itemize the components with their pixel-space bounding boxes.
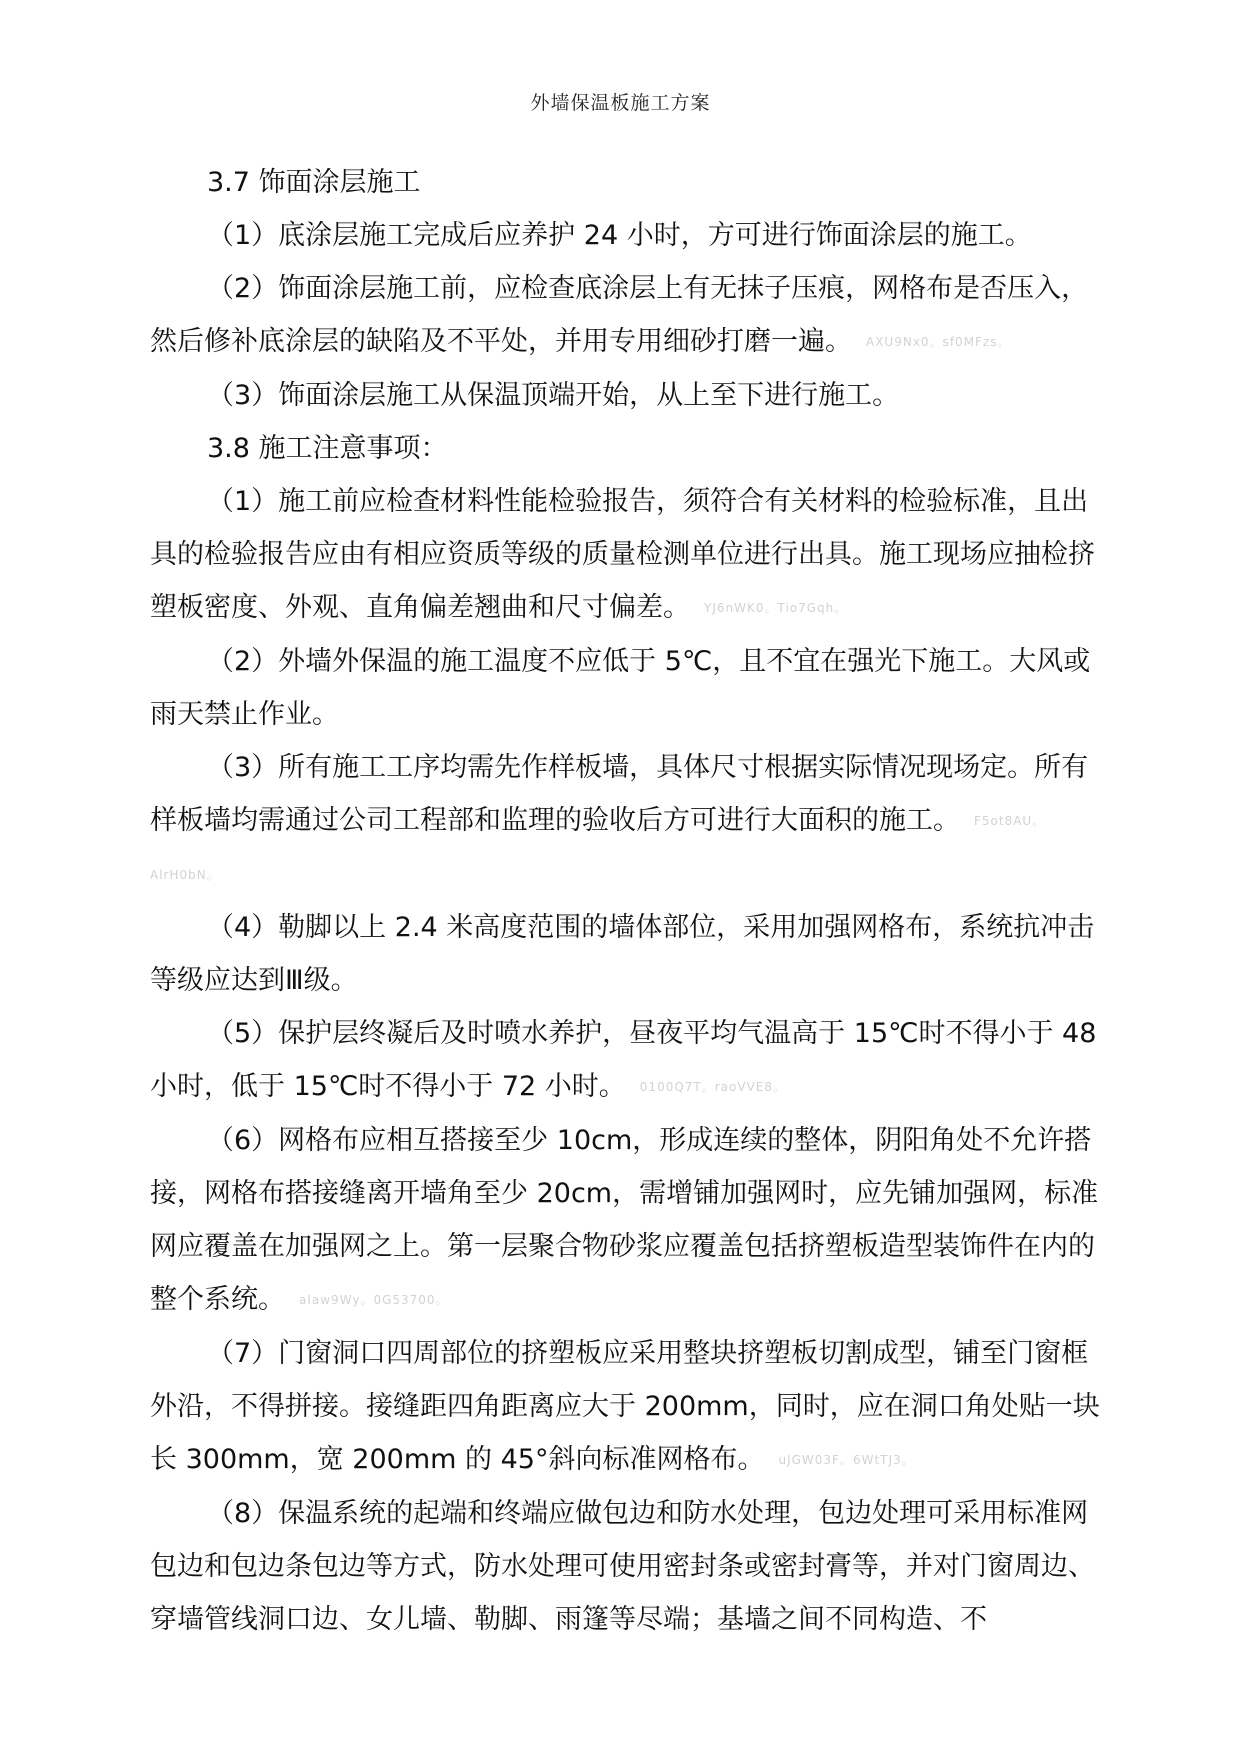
paragraph bbox=[150, 1007, 1108, 1114]
watermark-code: YJ6nWK0。Tio7Gqh。 bbox=[704, 601, 848, 615]
watermark-code: AXU9Nx0。sf0MFzs。 bbox=[866, 335, 1011, 349]
paragraph-text: （8）保温系统的起端和终端应做包边和防水处理，包边处理可采用标准网包边和包边条包边等方式，防水处理可使用密封条或密封膏等，并对门窗周边、穿墙管线洞口边、女儿墙、勒脚、雨篷等尽端；基墙之间不同构造、不 bbox=[150, 1498, 1095, 1635]
paragraph bbox=[150, 209, 1108, 262]
watermark-code: uJGW03F。6WtTJ3。 bbox=[778, 1453, 915, 1467]
document-body bbox=[150, 156, 1108, 1646]
watermark-code: aIaw9Wy。0G53700。 bbox=[299, 1293, 449, 1307]
paragraph bbox=[150, 475, 1108, 635]
paragraph-text: （2）外墙外保温的施工温度不应低于 5℃，且不宜在强光下施工。大风或雨天禁止作业。 bbox=[150, 646, 1091, 730]
paragraph bbox=[150, 1487, 1108, 1646]
watermark-code: 0100Q7T。raoVVE8。 bbox=[639, 1080, 787, 1094]
paragraph bbox=[150, 741, 1108, 848]
paragraph bbox=[150, 1114, 1108, 1327]
paragraph bbox=[150, 635, 1108, 741]
paragraph-text: （1）底涂层施工完成后应养护 24 小时，方可进行饰面涂层的施工。 bbox=[207, 220, 1032, 251]
paragraph-text: （3）所有施工工序均需先作样板墙，具体尺寸根据实际情况现场定。所有样板墙均需通过公司工程部和监理的验收后方可进行大面积的施工。 bbox=[150, 752, 1089, 836]
paragraph-text: （3）饰面涂层施工从保温顶端开始，从上至下进行施工。 bbox=[207, 380, 900, 411]
paragraph-text: （1）施工前应检查材料性能检验报告，须符合有关材料的检验标准，且出具的检验报告应由有相应资质等级的质量检测单位进行出具。施工现场应抽检挤塑板密度、外观、直角偏差翘曲和尺寸偏差。 bbox=[150, 486, 1095, 623]
page-header-title: 外墙保温板施工方案 bbox=[530, 92, 711, 114]
paragraph bbox=[150, 1327, 1108, 1487]
watermark-code: F5ot8AU。 bbox=[974, 814, 1046, 828]
paragraph-text: （6）网格布应相互搭接至少 10cm，形成连续的整体，阴阳角处不允许搭接，网格布搭接缝离开墙角至少 20cm，需增铺加强网时，应先铺加强网，标准网应覆盖在加强网之上。第一层聚合物砂浆应覆盖包括挤塑板造型装饰件在内的整个系统。 bbox=[150, 1125, 1099, 1315]
watermark-code: AlrH0bN。 bbox=[150, 868, 220, 882]
paragraph bbox=[150, 262, 1108, 369]
paragraph-text: （2）饰面涂层施工前，应检查底涂层上有无抹子压痕，网格布是否压入，然后修补底涂层的缺陷及不平处，并用专用细砂打磨一遍。 bbox=[150, 273, 1089, 357]
paragraph bbox=[150, 901, 1108, 1007]
paragraph-text: （7）门窗洞口四周部位的挤塑板应采用整块挤塑板切割成型，铺至门窗框外沿，不得拼接。接缝距四角距离应大于 200mm，同时，应在洞口角处贴一块长 300mm，宽 200mm 的 45°斜向标准网格布。 bbox=[150, 1338, 1100, 1475]
watermark-line bbox=[150, 848, 1108, 901]
section-heading-3-8: 3.8 施工注意事项： bbox=[207, 433, 448, 464]
paragraph-text: （5）保护层终凝后及时喷水养护，昼夜平均气温高于 15℃时不得小于 48 小时，低于 15℃时不得小于 72 小时。 bbox=[150, 1018, 1097, 1102]
section-heading-3-7: 3.7 饰面涂层施工 bbox=[207, 167, 421, 198]
paragraph bbox=[150, 369, 1108, 422]
paragraph-text: （4）勒脚以上 2.4 米高度范围的墙体部位，采用加强网格布，系统抗冲击等级应达到Ⅲ级。 bbox=[150, 912, 1095, 996]
